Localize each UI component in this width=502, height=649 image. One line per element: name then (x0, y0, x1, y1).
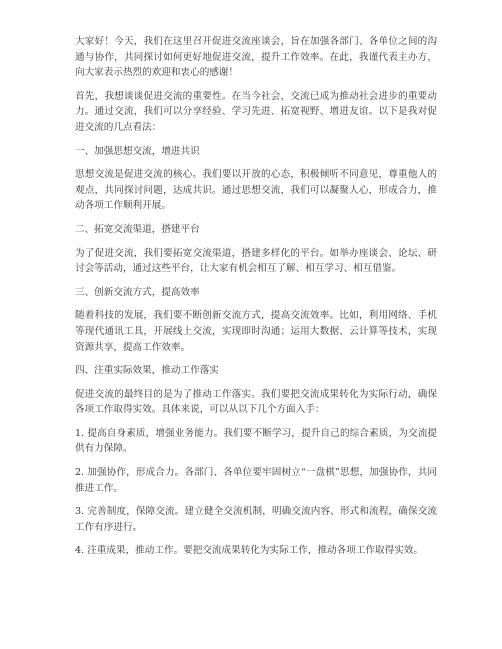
list-item-4: 4. 注重成果，推动工作。要把交流成果转化为实际工作，推动各项工作取得实效。 (75, 545, 423, 557)
list-item-3: 3. 完善制度，保障交流。建立健全交流机制，明确交流内容、形式和流程，确保交流工作有序进行。 (75, 506, 437, 533)
section-paragraph-4: 促进交流的最终目的是为了推动工作落实。我们要把交流成果转化为实际行动，确保各项工作取得实效。具体来说，可以从以下几个方面入手： (75, 388, 437, 416)
section-heading-3: 三、创新交流方式，提高效率 (75, 286, 200, 298)
section-heading-1: 一、加强思想交流，增进共识 (75, 145, 200, 157)
opening-paragraph: 大家好！今天，我们在这里召开促进交流座谈会，旨在加强各部门、各单位之间的沟通与协作，共同探讨如何更好地促进交流，提升工作效率。在此，我谨代表主办方，向大家表示热烈的欢迎和衷心的感谢！ (75, 36, 437, 79)
section-paragraph-3: 随着科技的发展，我们要不断创新交流方式，提高交流效率。比如，利用网络、手机等现代通讯工具，开展线上交流，实现即时沟通；运用大数据、云计算等技术，实现资源共享，提高工作效率。 (75, 310, 437, 353)
section-paragraph-1: 思想交流是促进交流的核心。我们要以开放的心态，积极倾听不同意见，尊重他人的观点，共同探讨问题，达成共识。通过思想交流，我们可以凝聚人心，形成合力，推动各项工作顺利开展。 (75, 169, 437, 212)
section-heading-2: 二、拓宽交流渠道，搭建平台 (75, 223, 200, 235)
section-paragraph-2: 为了促进交流，我们要拓宽交流渠道，搭建多样化的平台。如举办座谈会、论坛、研讨会等活动，通过这些平台，让大家有机会相互了解、相互学习、相互借鉴。 (75, 247, 437, 275)
list-item-2: 2. 加强协作，形成合力。各部门、各单位要牢固树立“一盘棋”思想，加强协作，共同推进工作。 (75, 467, 437, 494)
list-item-1: 1. 提高自身素质，增强业务能力。我们要不断学习，提升自己的综合素质，为交流提供有力保障。 (75, 427, 437, 455)
importance-paragraph: 首先，我想谈谈促进交流的重要性。在当今社会，交流已成为推动社会进步的重要动力。通过交流，我们可以分享经验、学习先进、拓宽视野、增进友谊。以下是我对促进交流的几点看法： (75, 90, 437, 133)
document-body (75, 34, 437, 567)
section-heading-4: 四、注重实际效果，推动工作落实 (75, 365, 219, 377)
